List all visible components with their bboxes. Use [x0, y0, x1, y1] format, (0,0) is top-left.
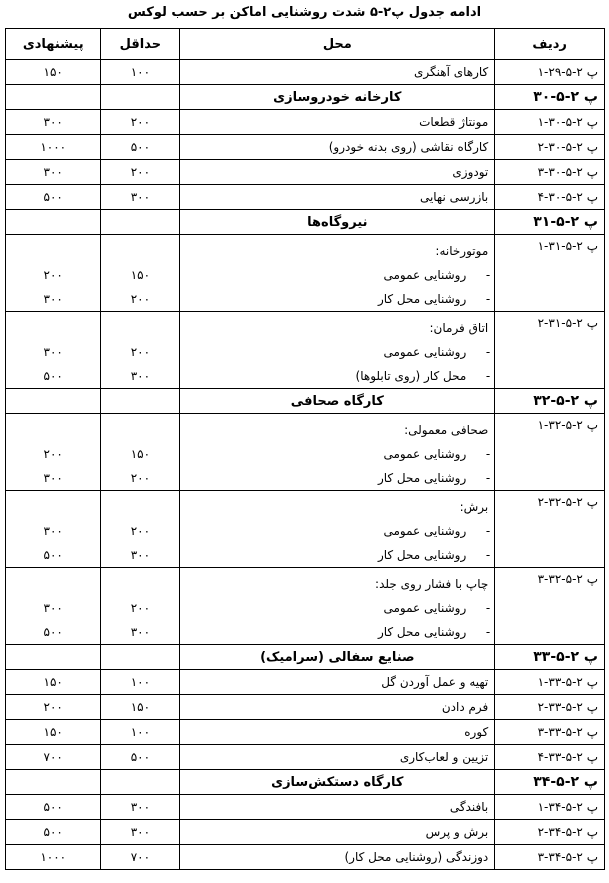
spacer: [107, 418, 173, 442]
spacer: [107, 572, 173, 596]
min-value: [101, 210, 180, 235]
min-value: ۲۰۰: [101, 160, 180, 185]
min-value: ۲۰۰: [130, 471, 151, 485]
rec-value: ۵۰۰: [6, 820, 101, 845]
table-row: [6, 720, 605, 745]
section-row: [6, 389, 605, 414]
rec-value: ۳۰۰: [6, 160, 101, 185]
rec-value: ۵۰۰: [43, 548, 63, 562]
spacer: [107, 495, 173, 519]
illuminance-table: [5, 28, 605, 870]
rec-value: ۵۰۰: [43, 625, 63, 639]
min-value: ۵۰۰: [101, 745, 180, 770]
sub-item: - روشنایی محل کار: [186, 466, 488, 490]
min-value: ۲۰۰: [101, 110, 180, 135]
spacer: [107, 239, 173, 263]
header-row: [6, 29, 605, 60]
row-code: پ ۲-۵-۳۳-۱: [495, 670, 605, 695]
row-location: مونتاژ قطعات: [180, 110, 495, 135]
rec-value: ۳۰۰: [43, 471, 63, 485]
min-value: ۱۰۰: [101, 60, 180, 85]
table-row: [6, 820, 605, 845]
header-min: حداقل: [101, 29, 180, 60]
row-location: [180, 312, 495, 389]
rec-value: ۱۰۰۰: [6, 135, 101, 160]
min-column: [101, 491, 180, 568]
min-value: ۷۰۰: [101, 845, 180, 870]
section-title: کارخانه خودروسازی: [180, 85, 495, 110]
rec-value: ۱۵۰: [6, 60, 101, 85]
table-row: [6, 160, 605, 185]
section-row: [6, 210, 605, 235]
table-row: [6, 60, 605, 85]
group-row: [6, 312, 605, 389]
section-title: کارگاه دستکش‌سازی: [180, 770, 495, 795]
row-location: تودوزی: [180, 160, 495, 185]
min-value: ۳۰۰: [130, 369, 151, 383]
section-code: پ ۲-۵-۳۳: [495, 645, 605, 670]
group-row: [6, 491, 605, 568]
spacer: [12, 418, 94, 442]
sub-item: - روشنایی عمومی: [186, 263, 488, 287]
min-value: ۱۵۰: [130, 268, 151, 282]
rec-value: [6, 210, 101, 235]
row-location: دوزندگی (روشنایی محل کار): [180, 845, 495, 870]
row-location: بافندگی: [180, 795, 495, 820]
rec-column: [6, 491, 101, 568]
group-title: چاپ با فشار روی جلد:: [375, 577, 489, 591]
row-code: پ ۲-۵-۲۹-۱: [495, 60, 605, 85]
min-column: [101, 312, 180, 389]
section-row: [6, 85, 605, 110]
min-value: [101, 85, 180, 110]
table-row: [6, 695, 605, 720]
row-location: تهیه و عمل آوردن گل: [180, 670, 495, 695]
row-location: برش و پرس: [180, 820, 495, 845]
rec-value: ۱۵۰: [6, 720, 101, 745]
group-title: برش:: [459, 500, 489, 514]
row-location: کارهای آهنگری: [180, 60, 495, 85]
row-location: بازرسی نهایی: [180, 185, 495, 210]
sub-item: - روشنایی عمومی: [186, 519, 488, 543]
sub-item: - روشنایی عمومی: [186, 442, 488, 466]
section-code: پ ۲-۵-۳۲: [495, 389, 605, 414]
rec-value: ۵۰۰: [6, 185, 101, 210]
min-value: [101, 770, 180, 795]
row-code: پ ۲-۵-۳۲-۱: [495, 414, 605, 491]
section-code: پ ۲-۵-۳۰: [495, 85, 605, 110]
row-code: پ ۲-۵-۳۰-۴: [495, 185, 605, 210]
spacer: [12, 495, 94, 519]
min-value: ۲۰۰: [130, 345, 151, 359]
spacer: [12, 572, 94, 596]
rec-value: ۳۰۰: [43, 292, 63, 306]
section-row: [6, 770, 605, 795]
min-column: [101, 568, 180, 645]
rec-value: ۱۰۰۰: [6, 845, 101, 870]
group-row: [6, 568, 605, 645]
rec-column: [6, 414, 101, 491]
row-code: پ ۲-۵-۳۳-۳: [495, 720, 605, 745]
sub-item: - محل کار (روی تابلوها): [186, 364, 488, 388]
min-value: ۳۰۰: [101, 185, 180, 210]
min-value: ۱۵۰: [101, 695, 180, 720]
header-radif: ردیف: [495, 29, 605, 60]
row-location: کارگاه نقاشی (روی بدنه خودرو): [180, 135, 495, 160]
rec-value: ۵۰۰: [6, 795, 101, 820]
group-title: موتورخانه:: [435, 244, 489, 258]
sub-item: - روشنایی عمومی: [186, 340, 488, 364]
table-caption: ادامه جدول پ۲-۵ شدت روشنایی اماکن بر حسب لوکس: [127, 5, 482, 20]
row-code: پ ۲-۵-۳۲-۳: [495, 568, 605, 645]
min-value: ۱۵۰: [130, 447, 151, 461]
group-row: [6, 235, 605, 312]
table-row: [6, 670, 605, 695]
row-location: [180, 414, 495, 491]
row-code: پ ۲-۵-۳۰-۱: [495, 110, 605, 135]
min-value: ۳۰۰: [101, 820, 180, 845]
min-value: ۱۰۰: [101, 670, 180, 695]
rec-value: [6, 389, 101, 414]
rec-value: ۳۰۰: [43, 601, 63, 615]
table-row: [6, 745, 605, 770]
table-row: [6, 845, 605, 870]
header-mahal: محل: [180, 29, 495, 60]
min-value: [101, 389, 180, 414]
min-value: ۳۰۰: [130, 625, 151, 639]
row-location: [180, 491, 495, 568]
group-row: [6, 414, 605, 491]
sub-item: - روشنایی محل کار: [186, 543, 488, 567]
rec-value: ۷۰۰: [6, 745, 101, 770]
row-code: پ ۲-۵-۳۳-۴: [495, 745, 605, 770]
header-rec: پیشنهادی: [6, 29, 101, 60]
row-code: پ ۲-۵-۳۴-۲: [495, 820, 605, 845]
row-code: پ ۲-۵-۳۱-۲: [495, 312, 605, 389]
row-code: پ ۲-۵-۳۳-۲: [495, 695, 605, 720]
rec-value: ۲۰۰: [43, 268, 63, 282]
spacer: [107, 316, 173, 340]
rec-value: ۱۵۰: [6, 670, 101, 695]
row-code: پ ۲-۵-۳۱-۱: [495, 235, 605, 312]
rec-column: [6, 312, 101, 389]
min-value: ۳۰۰: [130, 548, 151, 562]
spacer: [12, 316, 94, 340]
row-code: پ ۲-۵-۳۰-۳: [495, 160, 605, 185]
rec-value: [6, 770, 101, 795]
row-location: [180, 235, 495, 312]
table-row: [6, 135, 605, 160]
min-value: ۱۰۰: [101, 720, 180, 745]
row-code: پ ۲-۵-۳۴-۳: [495, 845, 605, 870]
row-location: فرم دادن: [180, 695, 495, 720]
rec-value: ۲۰۰: [6, 695, 101, 720]
min-column: [101, 235, 180, 312]
row-code: پ ۲-۵-۳۴-۱: [495, 795, 605, 820]
sub-item: - روشنایی محل کار: [186, 620, 488, 644]
spacer: [12, 239, 94, 263]
table-row: [6, 795, 605, 820]
min-value: [101, 645, 180, 670]
rec-column: [6, 235, 101, 312]
table-row: [6, 110, 605, 135]
rec-column: [6, 568, 101, 645]
rec-value: ۲۰۰: [43, 447, 63, 461]
row-location: تزیین و لعاب‌کاری: [180, 745, 495, 770]
min-value: ۵۰۰: [101, 135, 180, 160]
section-title: صنایع سفالی (سرامیک): [180, 645, 495, 670]
section-title: کارگاه صحافی: [180, 389, 495, 414]
rec-value: [6, 645, 101, 670]
min-value: ۲۰۰: [130, 524, 151, 538]
min-value: ۲۰۰: [130, 292, 151, 306]
row-location: [180, 568, 495, 645]
section-code: پ ۲-۵-۳۱: [495, 210, 605, 235]
min-value: ۲۰۰: [130, 601, 151, 615]
rec-value: [6, 85, 101, 110]
sub-item: - روشنایی عمومی: [186, 596, 488, 620]
row-code: پ ۲-۵-۳۲-۲: [495, 491, 605, 568]
min-value: ۳۰۰: [101, 795, 180, 820]
group-title: اتاق فرمان:: [429, 321, 489, 335]
rec-value: ۵۰۰: [43, 369, 63, 383]
rec-value: ۳۰۰: [43, 345, 63, 359]
row-location: کوره: [180, 720, 495, 745]
table-row: [6, 185, 605, 210]
section-row: [6, 645, 605, 670]
group-title: صحافی معمولی:: [404, 423, 489, 437]
table-body: [6, 60, 605, 870]
rec-value: ۳۰۰: [43, 524, 63, 538]
section-code: پ ۲-۵-۳۴: [495, 770, 605, 795]
row-code: پ ۲-۵-۳۰-۲: [495, 135, 605, 160]
section-title: نیروگاه‌ها: [180, 210, 495, 235]
sub-item: - روشنایی محل کار: [186, 287, 488, 311]
min-column: [101, 414, 180, 491]
rec-value: ۳۰۰: [6, 110, 101, 135]
